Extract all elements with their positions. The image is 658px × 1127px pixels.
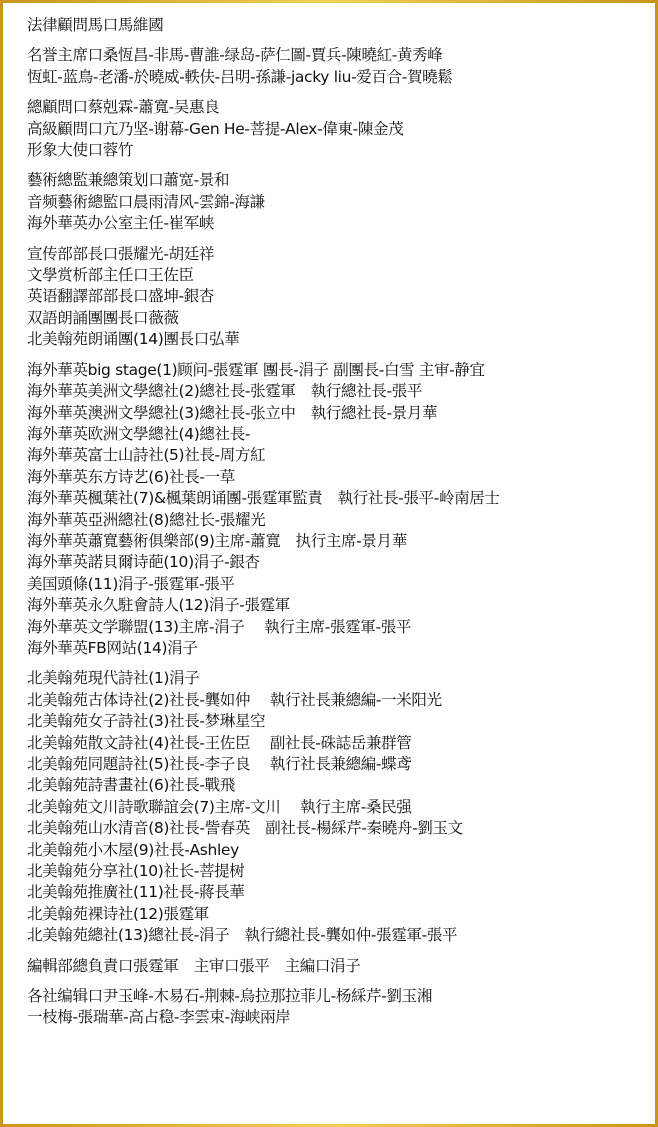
text-line: 高級顧問口亢乃坚-谢幕-Gen He-菩提-Alex-偉東-陳金茂	[27, 119, 404, 138]
text-line: 英语翻譯部部長口盛坤-銀杏	[27, 287, 215, 306]
text-line: 宣传部部長口張耀光-胡廷祥	[27, 244, 215, 263]
text-block	[27, 170, 647, 234]
text-block	[27, 360, 647, 660]
text-line: 總顧問口蔡剋霖-蕭寬-吴惠良	[27, 98, 220, 117]
text-line: 海外華英亞洲總社(8)總社长-張耀光	[27, 510, 266, 529]
text-line: 北美翰苑現代詩社(1)涓子	[27, 669, 200, 688]
text-line: 海外華英东方诗艺(6)社長-一草	[27, 467, 235, 486]
text-line: 北美翰苑小木屋(9)社長-Ashley	[27, 840, 239, 859]
text-block	[27, 97, 647, 161]
document-body	[27, 15, 647, 1038]
text-line: 海外華英諾貝爾诗葩(10)涓子-銀杏	[27, 553, 260, 572]
text-block	[27, 668, 647, 946]
text-line: 北美翰苑山水清音(8)社長-訾春英 副社長-楊綵芹-秦曉舟-劉玉文	[27, 819, 463, 838]
text-line: 海外華英蕭寬藝術俱樂部(9)主席-蕭寬 执行主席-景月華	[27, 531, 407, 550]
text-line: 海外華英永久駐會詩人(12)涓子-張霆軍	[27, 596, 290, 615]
text-block	[27, 986, 647, 1029]
text-line: 一枝梅-張瑞華-高占稳-李雲束-海峡兩岸	[27, 1008, 291, 1027]
text-line: 北美翰苑詩書畫社(6)社長-戰飛	[27, 776, 235, 795]
text-line: 北美翰苑女子詩社(3)社長-梦琳星空	[27, 712, 266, 731]
text-block	[27, 956, 647, 977]
text-line: 北美翰苑總社(13)總社長-涓子 執行總社長-龔如仲-張霆軍-張平	[27, 926, 458, 945]
text-line: 北美翰苑分享社(10)社长-菩提树	[27, 862, 245, 881]
text-line: 各社编辑口尹玉峰-木易石-荆棘-烏拉那拉菲儿-杨綵芹-劉玉湘	[27, 987, 432, 1006]
text-line: 音频藝術總監口晨雨清风-雲錦-海謙	[27, 192, 265, 211]
text-block	[27, 45, 647, 88]
text-block	[27, 244, 647, 351]
text-line: 藝術總監兼總策划口蕭宽-景和	[27, 171, 230, 190]
text-line: 北美翰苑裸诗社(12)張霆軍	[27, 904, 209, 923]
text-line: 名誉主席口桑恆昌-非馬-曹誰-绿岛-萨仁圖-賈兵-陳曉紅-黄秀峰	[27, 46, 443, 65]
text-line: 海外華英办公室主任-崔军峡	[27, 214, 215, 233]
text-line: 北美翰苑古体诗社(2)社長-龔如仲 執行社長兼總編-一米阳光	[27, 690, 442, 709]
text-line: 編輯部總負責口張霆軍 主审口張平 主編口涓子	[27, 956, 361, 975]
text-line: 恆虹-蓝鳥-老潘-於曉威-軼伕-吕明-孫謙-jacky liu-爱百合-賀曉鬆	[27, 67, 453, 86]
text-line: 文學赏析部主任口王佐臣	[27, 266, 194, 285]
text-line: 海外華英澳洲文學總社(3)總社長-张立中 執行總社長-景月華	[27, 403, 438, 422]
text-line: 海外華英欧洲文學總社(4)總社長-	[27, 424, 251, 443]
text-line: 美国頭條(11)涓子-張霆軍-張平	[27, 574, 235, 593]
text-line: 海外華英FB网站(14)涓子	[27, 638, 198, 657]
text-line: 北美翰苑朗诵團(14)團長口弘華	[27, 330, 240, 349]
text-line: 北美翰苑文川詩歌聯誼会(7)主席-文川 執行主席-桑民强	[27, 797, 412, 816]
text-line: 北美翰苑散文詩社(4)社長-王佐臣 副社長-硃誌岳兼群管	[27, 733, 412, 752]
text-line: 北美翰苑推廣社(11)社長-蔣長華	[27, 883, 245, 902]
text-line: 形象大使口蓉竹	[27, 141, 134, 160]
text-line: 海外華英楓葉社(7)&楓葉朗诵團-張霆軍監責 執行社長-張平-岭南居士	[27, 489, 500, 508]
text-block	[27, 15, 647, 36]
text-line: 双語朗誦團團長口薇薇	[27, 308, 179, 327]
text-line: 海外華英big stage(1)顾问-張霆軍 團長-涓子 副團長-白雪 主审-静宜	[27, 360, 485, 379]
text-line: 海外華英文学聯盟(13)主席-涓子 執行主席-張霆軍-張平	[27, 617, 412, 636]
text-line: 海外華英富士山詩社(5)社長-周方紅	[27, 446, 266, 465]
text-line: 海外華英美洲文學總社(2)總社長-张霆軍 執行總社長-張平	[27, 382, 422, 401]
text-line: 北美翰苑同題詩社(5)社長-李子良 執行社長兼總編-蝶鸢	[27, 755, 412, 773]
text-line: 法律顧問馬口馬維國	[27, 16, 164, 34]
